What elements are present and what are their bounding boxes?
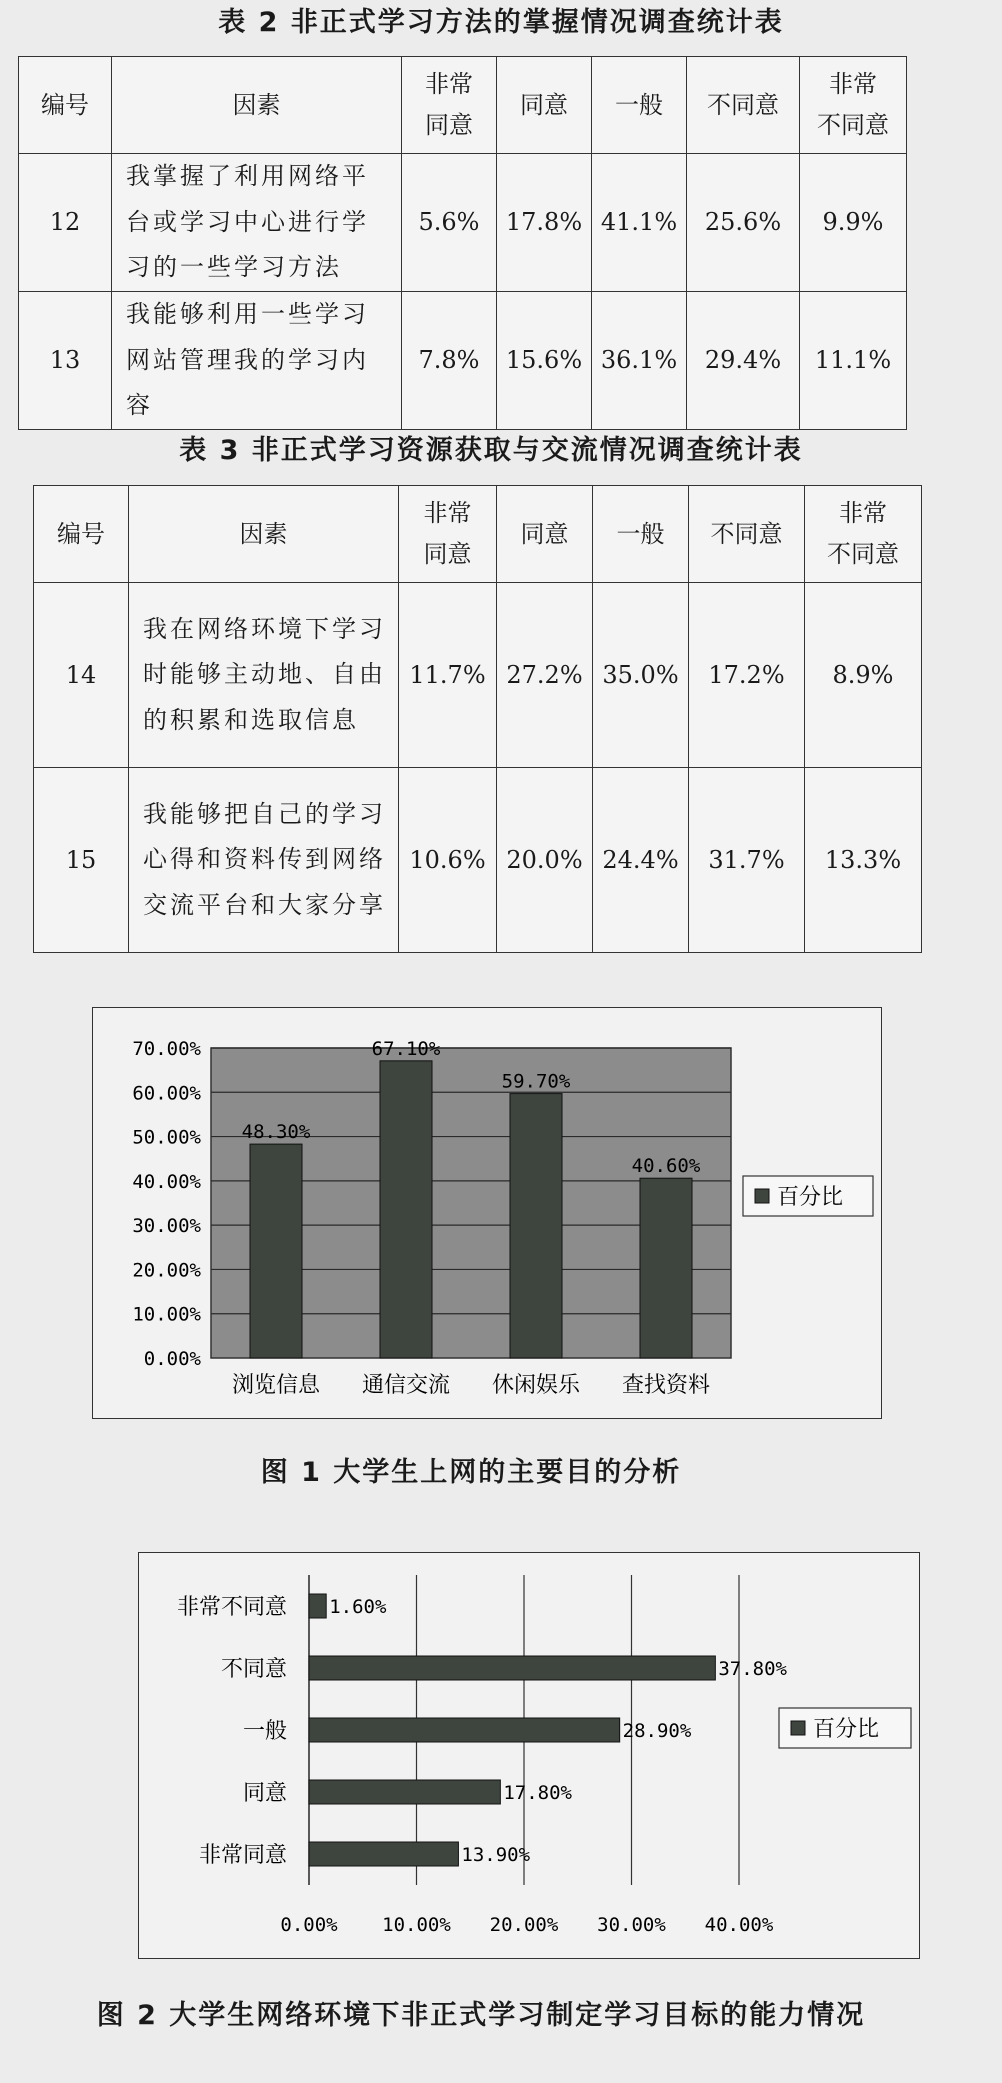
x-tick-label: 通信交流 <box>361 1373 451 1398</box>
x-tick-label: 查找资料 <box>621 1373 711 1398</box>
data-label: 40.60% <box>631 1155 701 1178</box>
y-tick-label: 10.00% <box>132 1303 201 1326</box>
bar <box>380 1061 432 1358</box>
data-label: 1.60% <box>329 1596 387 1618</box>
header-disagree: 不同意 <box>687 57 800 154</box>
y-tick-label: 一般 <box>242 1719 287 1744</box>
data-label: 13.90% <box>461 1844 531 1866</box>
x-tick-label: 20.00% <box>489 1914 559 1936</box>
figure2-chart-frame <box>138 1552 920 1959</box>
bar <box>250 1144 302 1358</box>
table-row <box>19 154 907 292</box>
table3-caption: 表 3 非正式学习资源获取与交流情况调查统计表 <box>179 435 803 466</box>
row-value: 25.6% <box>687 154 800 292</box>
y-tick-label: 不同意 <box>220 1657 287 1682</box>
y-tick-label: 0.00% <box>143 1348 201 1370</box>
x-tick-label: 40.00% <box>704 1914 774 1936</box>
table-row <box>34 768 922 953</box>
y-tick-label: 40.00% <box>132 1170 201 1193</box>
table3 <box>33 485 922 953</box>
header-strongly-agree: 非常 同意 <box>399 486 497 583</box>
header-strongly-disagree: 非常 不同意 <box>800 57 907 154</box>
row-value: 7.8% <box>402 292 497 430</box>
bar <box>309 1780 500 1804</box>
row-value: 11.7% <box>399 583 497 768</box>
header-agree: 同意 <box>497 486 593 583</box>
row-id: 12 <box>19 154 112 292</box>
header-disagree: 不同意 <box>689 486 805 583</box>
header-id: 编号 <box>34 486 129 583</box>
row-value: 15.6% <box>497 292 592 430</box>
y-tick-label: 30.00% <box>132 1215 201 1238</box>
row-value: 17.8% <box>497 154 592 292</box>
data-label: 28.90% <box>622 1720 692 1742</box>
row-value: 35.0% <box>593 583 689 768</box>
y-tick-label: 50.00% <box>132 1126 201 1149</box>
row-value: 27.2% <box>497 583 593 768</box>
bar <box>309 1656 715 1680</box>
row-value: 36.1% <box>592 292 687 430</box>
row-value: 41.1% <box>592 154 687 292</box>
y-tick-label: 同意 <box>242 1781 287 1806</box>
table2-header-row <box>19 57 907 154</box>
table2-caption: 表 2 非正式学习方法的掌握情况调查统计表 <box>218 7 784 38</box>
table-row <box>34 583 922 768</box>
x-tick-label: 0.00% <box>280 1914 338 1936</box>
bar <box>640 1178 692 1358</box>
y-tick-label: 70.00% <box>132 1038 201 1060</box>
figure2-bar-chart <box>139 1553 919 1958</box>
data-label: 17.80% <box>503 1782 572 1804</box>
table2 <box>18 56 907 430</box>
row-id: 15 <box>34 768 129 953</box>
bar <box>309 1594 326 1618</box>
x-tick-label: 30.00% <box>597 1914 666 1936</box>
row-id: 13 <box>19 292 112 430</box>
row-factor: 我在网络环境下学习时能够主动地、自由的积累和选取信息 <box>129 583 399 768</box>
row-value: 20.0% <box>497 768 593 953</box>
table-row <box>19 292 907 430</box>
data-label: 67.10% <box>371 1037 441 1060</box>
bar <box>510 1094 562 1358</box>
row-value: 10.6% <box>399 768 497 953</box>
y-tick-label: 20.00% <box>132 1259 201 1282</box>
row-value: 9.9% <box>800 154 907 292</box>
row-factor: 我能够利用一些学习网站管理我的学习内容 <box>112 292 402 430</box>
header-strongly-disagree: 非常 不同意 <box>805 486 922 583</box>
figure2-caption: 图 2 大学生网络环境下非正式学习制定学习目标的能力情况 <box>96 2000 866 2031</box>
header-factor: 因素 <box>129 486 399 583</box>
y-tick-label: 非常不同意 <box>176 1595 287 1620</box>
row-value: 17.2% <box>689 583 805 768</box>
table3-header-row <box>34 486 922 583</box>
x-tick-label: 10.00% <box>382 1914 451 1936</box>
header-id: 编号 <box>19 57 112 154</box>
header-neutral: 一般 <box>593 486 689 583</box>
bar <box>309 1718 620 1742</box>
data-label: 48.30% <box>241 1121 311 1144</box>
header-strongly-agree: 非常 同意 <box>402 57 497 154</box>
figure1-chart-frame <box>92 1007 882 1419</box>
row-factor: 我能够把自己的学习心得和资料传到网络交流平台和大家分享 <box>129 768 399 953</box>
legend-swatch <box>791 1721 805 1735</box>
bar <box>309 1842 458 1866</box>
row-id: 14 <box>34 583 129 768</box>
y-tick-label: 60.00% <box>132 1082 201 1105</box>
row-value: 11.1% <box>800 292 907 430</box>
row-value: 24.4% <box>593 768 689 953</box>
data-label: 59.70% <box>501 1070 571 1093</box>
row-value: 13.3% <box>805 768 922 953</box>
x-tick-label: 浏览信息 <box>231 1373 321 1398</box>
x-tick-label: 休闲娱乐 <box>491 1373 581 1398</box>
row-value: 29.4% <box>687 292 800 430</box>
y-tick-label: 非常同意 <box>198 1843 287 1868</box>
data-label: 37.80% <box>718 1658 787 1680</box>
row-value: 5.6% <box>402 154 497 292</box>
row-factor: 我掌握了利用网络平台或学习中心进行学习的一些学习方法 <box>112 154 402 292</box>
row-value: 31.7% <box>689 768 805 953</box>
row-value: 8.9% <box>805 583 922 768</box>
header-factor: 因素 <box>112 57 402 154</box>
header-neutral: 一般 <box>592 57 687 154</box>
legend-label: 百分比 <box>813 1717 880 1742</box>
figure1-bar-chart <box>93 1008 881 1418</box>
legend-swatch <box>755 1189 769 1203</box>
legend-label: 百分比 <box>777 1185 844 1210</box>
header-agree: 同意 <box>497 57 592 154</box>
figure1-caption: 图 1 大学生上网的主要目的分析 <box>260 1457 682 1488</box>
